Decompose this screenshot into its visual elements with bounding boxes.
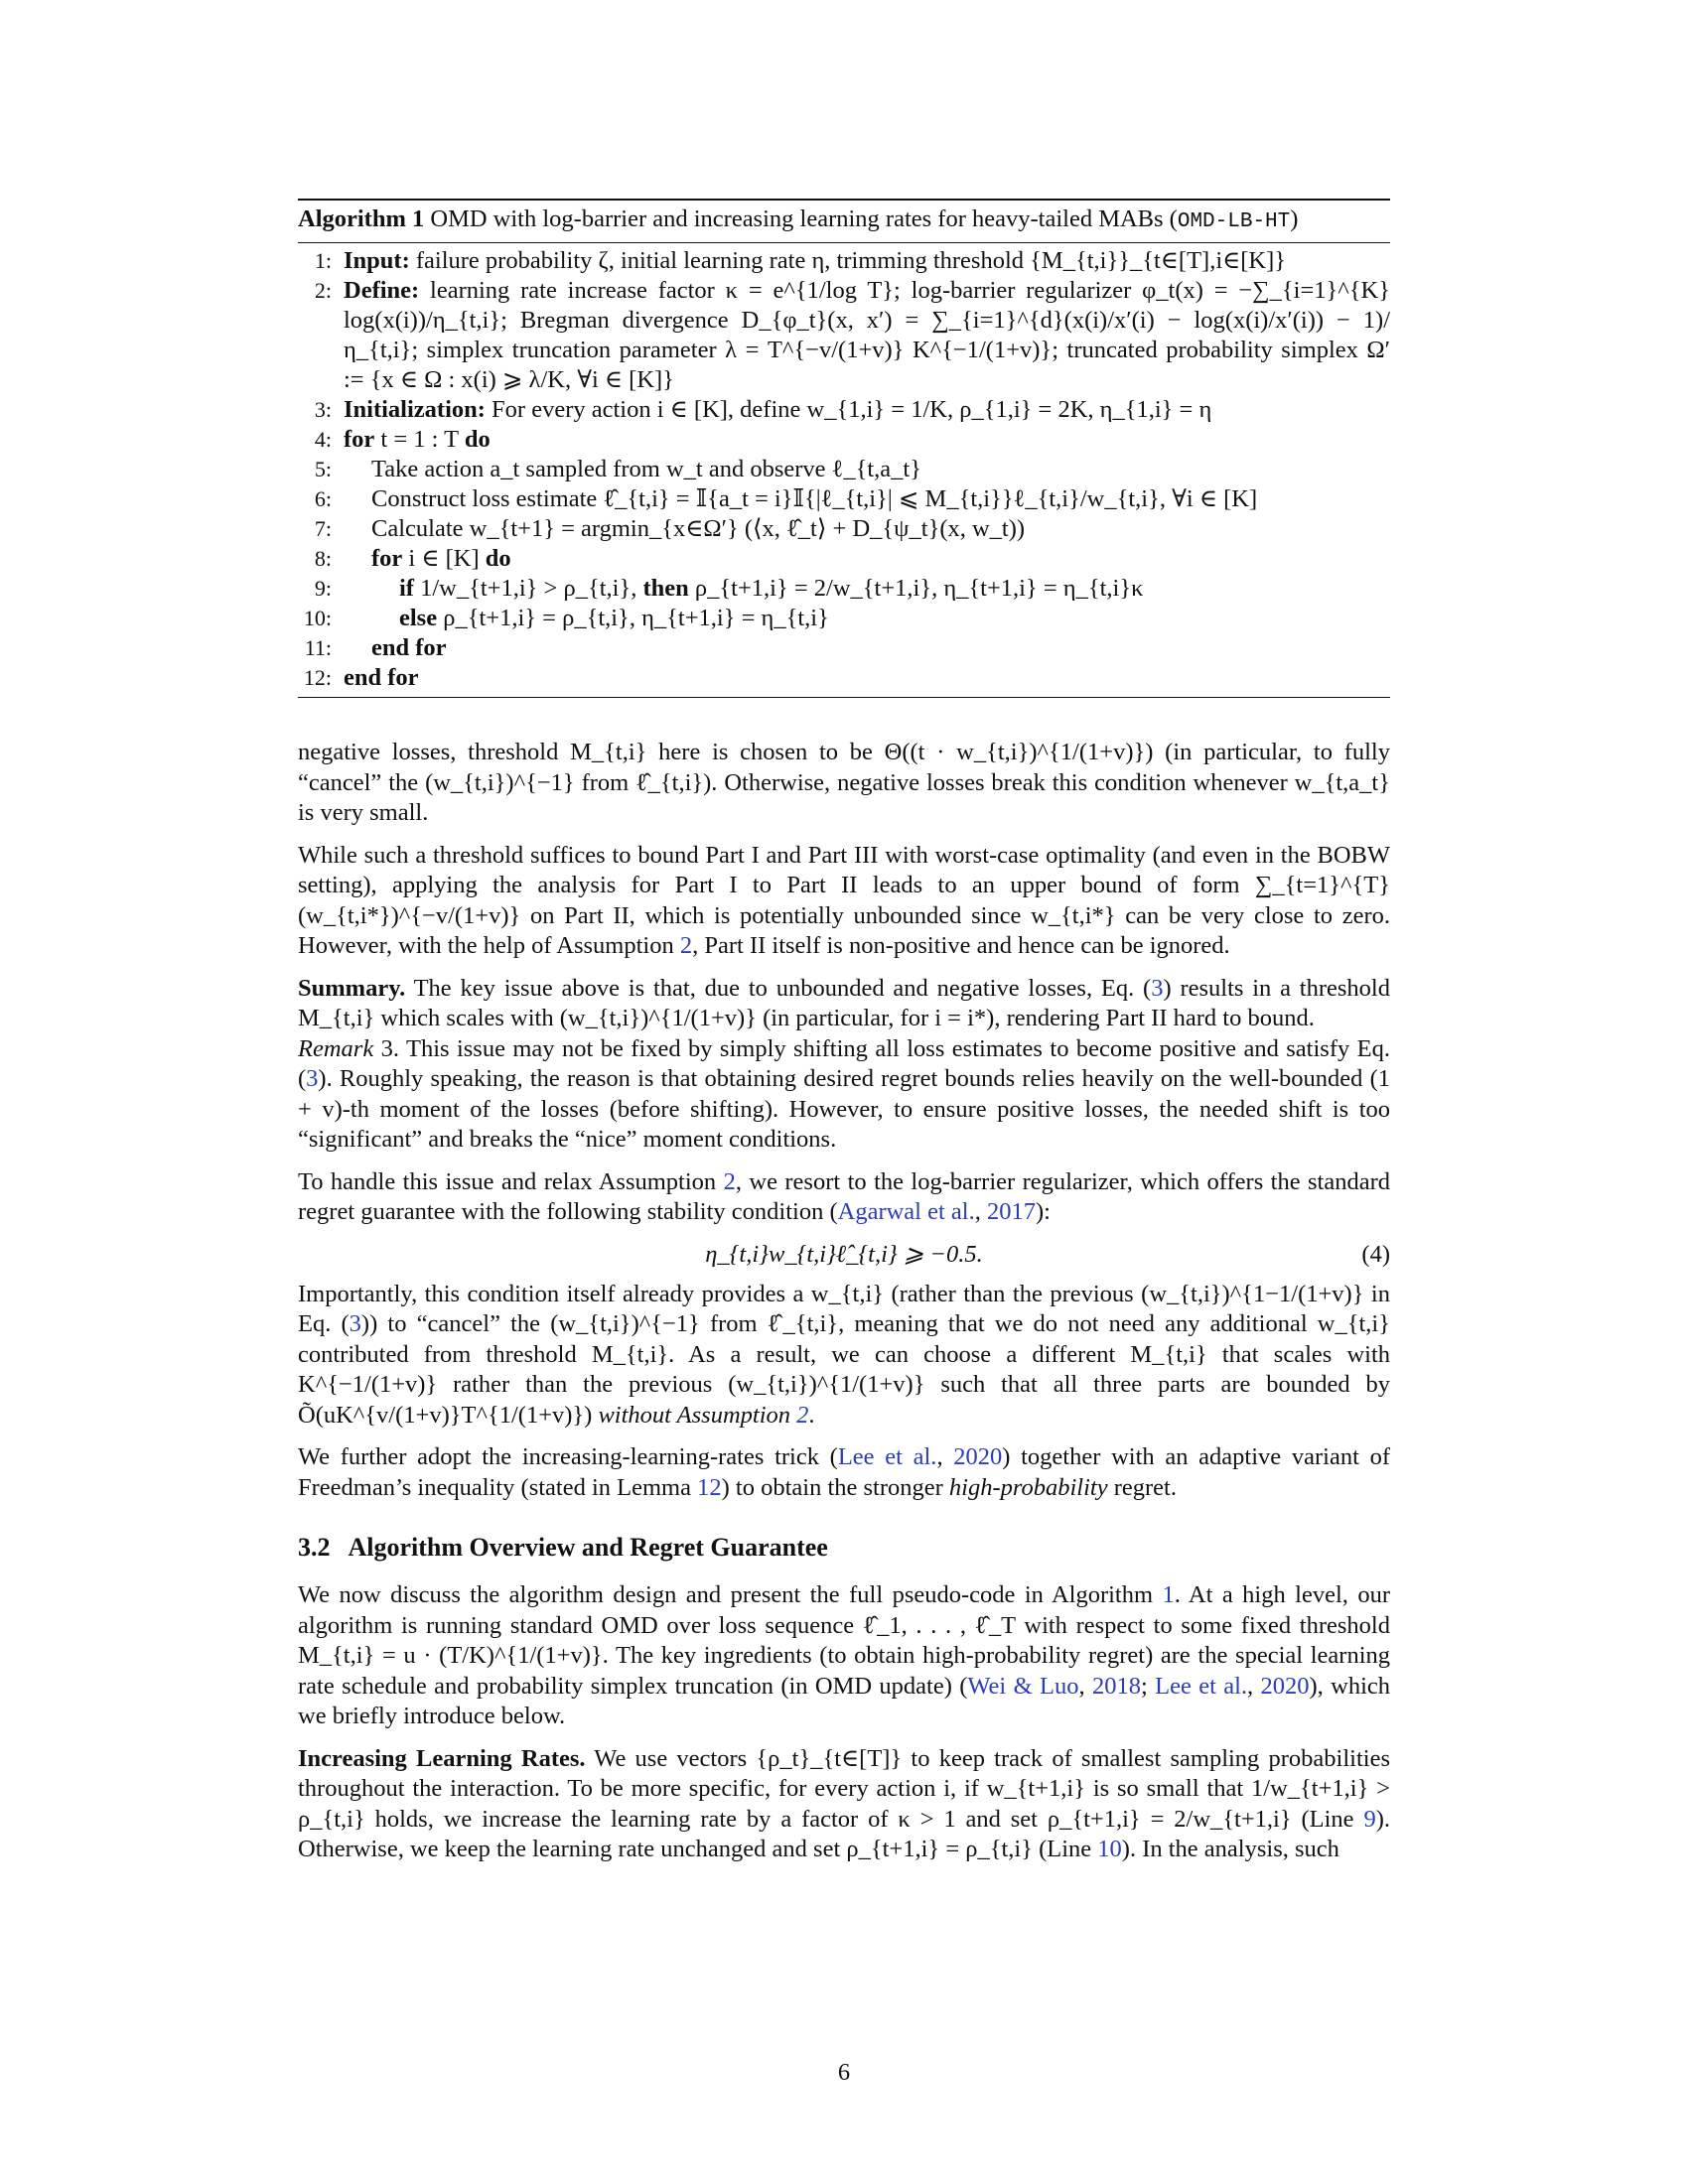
algorithm-line-number: 12:: [303, 665, 332, 690]
algorithm-statement: ρ_{t+1,i} = ρ_{t,i}, η_{t+1,i} = η_{t,i}: [437, 605, 829, 631]
algorithm-line: [298, 633, 1390, 663]
algorithm-line-text: [332, 455, 1390, 484]
algorithm-line-number: 1:: [314, 248, 332, 273]
algorithm-line-number: 10:: [303, 606, 332, 630]
citation-lee[interactable]: Lee et al.: [1155, 1672, 1248, 1700]
algorithm-line-number: 8:: [314, 546, 332, 571]
algorithm-keyword: for: [371, 545, 403, 572]
algorithm-keyword: Define:: [344, 277, 420, 304]
citation-author: Agarwal et al.: [837, 1198, 975, 1225]
algorithm-line: [298, 484, 1390, 514]
algorithm-caption-close: ): [1290, 205, 1299, 232]
ref-eq-3[interactable]: 3: [306, 1065, 319, 1092]
algorithm-statement: i ∈ [K]: [402, 545, 486, 572]
paragraph-algorithm-design: [298, 1580, 1390, 1732]
algorithm-lines: [298, 243, 1390, 697]
remark-heading: Remark: [298, 1034, 374, 1062]
italic-text: high-probability: [948, 1473, 1108, 1501]
algorithm-keyword: Initialization:: [344, 396, 486, 423]
text-span: To handle this issue and relax Assumption: [298, 1167, 724, 1195]
algorithm-statement: t = 1 : T: [374, 426, 465, 453]
algorithm-line-text: [332, 425, 1390, 455]
citation-agarwal-year[interactable]: 2017: [986, 1198, 1036, 1225]
page-content: [298, 199, 1390, 1865]
text-span: ,: [1078, 1672, 1092, 1700]
algorithm-line-text: [332, 604, 1390, 633]
text-span: ). In the analysis, such: [1121, 1836, 1339, 1862]
algorithm-line-number: 9:: [314, 576, 332, 601]
algorithm-statement: Calculate w_{t+1} = argmin_{x∈Ω′} (⟨x, ℓ̂_t⟩ + D_{ψ_t}(x, w_t)): [371, 515, 1026, 542]
text-span: , Part II itself is non-positive and hence can be ignored.: [692, 932, 1230, 959]
runin-heading: Increasing Learning Rates.: [298, 1744, 586, 1772]
algorithm-line-text: [332, 246, 1390, 276]
text-span: ):: [1035, 1198, 1051, 1225]
algorithm-line: [298, 574, 1390, 604]
algorithm-line-number: 3:: [314, 397, 332, 422]
paragraph-remark: [298, 1034, 1390, 1156]
equation-4-body: η_{t,i}w_{t,i}ℓ̂_{t,i} ⩾ −0.5.: [705, 1240, 983, 1268]
algorithm-line-text: [332, 395, 1390, 425]
text-span: , we resort to the log-barrier regularizer, which offers the standard regret guarantee with the following stability condition (: [298, 1167, 1390, 1225]
citation-lee-year[interactable]: 2020: [1260, 1672, 1310, 1700]
paragraph-increasing-learning-rates: [298, 1744, 1390, 1865]
algorithm-line: [298, 425, 1390, 455]
algorithm-line-text: [332, 484, 1390, 514]
text-span: Importantly, this condition itself already provides a w_{t,i} (rather than the previous (w_{t,i})^{1−1/(1+v)} in Eq. (: [298, 1280, 1390, 1337]
paragraph-importantly: [298, 1280, 1390, 1432]
ref-algorithm-1[interactable]: 1: [1162, 1581, 1175, 1608]
algorithm-line-text: [332, 514, 1390, 544]
italic-text: without Assumption: [598, 1401, 797, 1429]
algorithm-line-number: 4:: [314, 427, 332, 452]
algorithm-statement: Construct loss estimate ℓ̂_{t,i} = 𝕀{a_t = i}𝕀{|ℓ_{t,i}| ⩽ M_{t,i}}ℓ_{t,i}/w_{t,i}, ∀i ∈ [K]: [371, 485, 1258, 512]
text-span: ,: [1247, 1672, 1261, 1700]
algorithm-statement: learning rate increase factor κ = e^{1/log T}; log-barrier regularizer φ_t(x) = −∑_{i=1}^{K} log(x(i))/η_{t,i}; Bregman divergence D_{φ_t}(x, x′) = ∑_{i=1}^{d}(x(i)/x′(i) − log(x(i)/x′(i)) − 1)/η_{t,i}; simplex truncation parameter λ = T^{−v/(1+v)} K^{−1/(1+v)}; truncated probability simplex Ω′ := {x ∈ Ω : x(i) ⩾ λ/K, ∀i ∈ [K]}: [344, 277, 1390, 393]
algorithm-statement: 1/w_{t+1,i} > ρ_{t,i},: [413, 575, 643, 602]
algorithm-line: [298, 276, 1390, 395]
algorithm-keyword: then: [642, 575, 689, 602]
text-span: We further adopt the increasing-learning-rates trick (: [298, 1443, 838, 1470]
text-span: . At a high level, our algorithm is running standard OMD over loss sequence ℓ̂_1, . . . , ℓ̂_T with respect to some fixed threshold M_{t,i} = u · (T/K)^{1/(1+v)}. The key ingredients (to obtain high-probability regret) are the special learning rate schedule and probability simplex truncation (in OMD update) (: [298, 1581, 1390, 1700]
ref-assumption-2[interactable]: 2: [723, 1167, 736, 1195]
algorithm-caption-text: OMD with log-barrier and increasing learning rates for heavy-tailed MABs (: [430, 205, 1178, 232]
text-span: ;: [1140, 1672, 1156, 1700]
citation-wei-luo[interactable]: Wei & Luo: [967, 1672, 1079, 1700]
algorithm-statement: For every action i ∈ [K], define w_{1,i} = 1/K, ρ_{1,i} = 2K, η_{1,i} = η: [485, 396, 1212, 423]
algorithm-statement: Take action a_t sampled from w_t and observe ℓ_{t,a_t}: [371, 456, 922, 482]
algorithm-line: [298, 514, 1390, 544]
section-title: Algorithm Overview and Regret Guarantee: [348, 1533, 828, 1562]
text-span: )) to “cancel” the (w_{t,i})^{−1} from ℓ̂_{t,i}, meaning that we do not need any additional w_{t,i} contributed from threshold M_{t,i}. As a result, we can choose a different M_{t,i} that scales with K^{−1/(1+v)} rather than the previous (w_{t,i})^{1/(1+v)} such that all three parts are bounded by Õ(uK^{v/(1+v)}T^{1/(1+v)}): [298, 1310, 1390, 1429]
text-span: ). Otherwise, we keep the learning rate unchanged and set ρ_{t+1,i} = ρ_{t,i} (Line: [298, 1805, 1390, 1862]
text-span: ,: [936, 1443, 954, 1470]
text-span: While such a threshold suffices to bound Part I and Part III with worst-case optimality (and even in the BOBW setting), applying the analysis for Part I to Part II leads to an upper bound of form ∑_{t=1}^{T}(w_{t,i*})^{−v/(1+v)} on Part II, which is potentially unbounded since w_{t,i*} can be very close to zero. However, with the help of Assumption: [298, 841, 1390, 959]
text-span: ) together with an adaptive variant of Freedman’s inequality (stated in Lemma: [298, 1443, 1390, 1501]
algorithm-keyword: do: [464, 426, 491, 453]
text-span: ), which we briefly introduce below.: [298, 1672, 1391, 1729]
algorithm-line: [298, 604, 1390, 633]
paragraph-negative-losses: negative losses, threshold M_{t,i} here is chosen to be Θ((t · w_{t,i})^{1/(1+v)}) (in particular, to fully “cancel” the (w_{t,i})^{−1} from ℓ̂_{t,i}). Otherwise, negative losses break this condition whenever w_{t,a_t} is very small.: [298, 739, 1390, 826]
paragraph-threshold: [298, 841, 1390, 962]
text-span: We use vectors {ρ_t}_{t∈[T]} to keep track of smallest sampling probabilities throughout the interaction. To be more specific, for every action i, if w_{t+1,i} is so small that 1/w_{t+1,i} > ρ_{t,i} holds, we increase the learning rate by a factor of κ > 1 and set ρ_{t+1,i} = 2/w_{t+1,i} (Line: [298, 1744, 1391, 1833]
algorithm-line-number: 2:: [314, 278, 332, 303]
paragraph-increasing-lr-trick: [298, 1442, 1390, 1503]
algorithm-line-text: [332, 276, 1390, 395]
text-span: We now discuss the algorithm design and present the full pseudo-code in Algorithm: [298, 1581, 1163, 1608]
ref-lemma-12[interactable]: 12: [697, 1473, 722, 1501]
ref-eq-3[interactable]: 3: [1151, 974, 1164, 1002]
citation-lee[interactable]: Lee et al.: [837, 1443, 937, 1470]
algorithm-line-text: [332, 633, 1390, 663]
text-span: .: [808, 1401, 815, 1429]
ref-line-10[interactable]: 10: [1097, 1836, 1122, 1862]
text-span: ) results in a threshold M_{t,i} which scales with (w_{t,i})^{1/(1+v)} (in particular, for i = i*), rendering Part II hard to bound.: [298, 974, 1390, 1031]
citation-lee-year[interactable]: 2020: [953, 1443, 1003, 1470]
algorithm-keyword: do: [485, 545, 511, 572]
algorithm-keyword: if: [399, 575, 414, 602]
paragraph-summary: [298, 974, 1390, 1034]
text-span: The key issue above is that, due to unbounded and negative losses, Eq. (: [405, 974, 1152, 1002]
algorithm-line: [298, 395, 1390, 425]
algorithm-line-number: 7:: [314, 516, 332, 541]
summary-heading: Summary.: [298, 974, 406, 1002]
algorithm-line-number: 11:: [304, 635, 332, 660]
algorithm-keyword: else: [399, 605, 438, 631]
equation-4-number: (4): [1361, 1240, 1390, 1268]
algorithm-keyword: end for: [344, 664, 419, 691]
algorithm-caption: [298, 201, 1390, 242]
ref-line-9[interactable]: 9: [1363, 1805, 1376, 1833]
algorithm-line: [298, 455, 1390, 484]
algorithm-keyword: Input:: [344, 247, 410, 274]
text-span: ). Roughly speaking, the reason is that obtaining desired regret bounds relies heavily on the well-bounded (1 + v)-th moment of the losses (before shifting). However, to ensure positive losses, the needed shift is too “significant” and breaks the “nice” moment conditions.: [298, 1065, 1390, 1153]
algorithm-line: [298, 544, 1390, 574]
algorithm-statement: ρ_{t+1,i} = 2/w_{t+1,i}, η_{t+1,i} = η_{t,i}κ: [688, 575, 1144, 602]
section-number: 3.2: [298, 1533, 331, 1562]
algorithm-line: [298, 663, 1390, 693]
algorithm-label: Algorithm 1: [298, 205, 425, 232]
citation-wei-luo-year[interactable]: 2018: [1091, 1672, 1141, 1700]
remark-number: 3.: [373, 1034, 399, 1062]
algorithm-line-text: [332, 574, 1390, 604]
algorithm-keyword: for: [344, 426, 375, 453]
algorithm-line-number: 5:: [314, 457, 332, 481]
algorithm-line-number: 6:: [314, 486, 332, 511]
algorithm-box: [298, 199, 1390, 698]
ref-assumption-2[interactable]: 2: [679, 932, 693, 959]
page-number: 6: [837, 2059, 851, 2086]
algorithm-line-text: [332, 544, 1390, 574]
paragraph-log-barrier: [298, 1167, 1390, 1228]
algorithm-line-text: [332, 663, 1390, 693]
algorithm-statement: failure probability ζ, initial learning rate η, trimming threshold {M_{t,i}}_{t∈[T],i∈[K]}: [409, 247, 1287, 274]
section-heading: [298, 1533, 1390, 1563]
ref-eq-3[interactable]: 3: [349, 1310, 361, 1337]
algorithm-keyword: end for: [371, 634, 447, 661]
text-span: ,: [974, 1198, 987, 1225]
equation-4: [298, 1240, 1390, 1270]
citation-agarwal[interactable]: [838, 1198, 975, 1225]
algorithm-line: [298, 246, 1390, 276]
algorithm-code-name: OMD-LB-HT: [1177, 210, 1291, 233]
ref-assumption-2[interactable]: 2: [796, 1401, 809, 1429]
text-span: This issue may not be fixed by simply shifting all loss estimates to become positive and satisfy Eq. (: [298, 1034, 1390, 1092]
text-span: regret.: [1107, 1473, 1177, 1501]
text-span: ) to obtain the stronger: [721, 1473, 949, 1501]
